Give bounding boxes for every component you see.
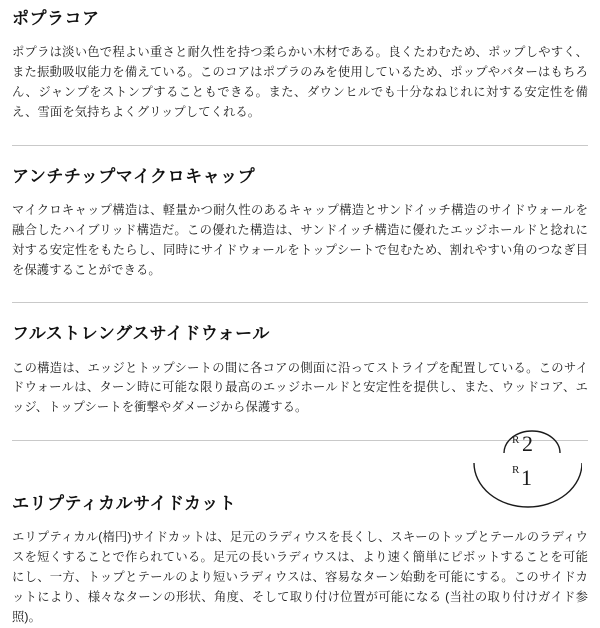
spacer bbox=[12, 123, 588, 145]
section-title: アンチチップマイクロキャップ bbox=[12, 166, 256, 186]
section-body: マイクロキャップ構造は、軽量かつ耐久性のあるキャップ構造とサンドイッチ構造のサイドウォールを融合したハイブリッド構造だ。この優れた構造は、サンドイッチ構造に優れたエッジホールドと捻れに対する安定性をもたらし、同時にサイドウォールをトップシートで包むため、割れやすい角のつなぎ目を保護することができる。 bbox=[12, 202, 588, 277]
diagram-label-r-lower: R bbox=[512, 464, 520, 477]
section-full-strength-sidewall bbox=[12, 323, 588, 418]
section-body: エリプティカル(楕円)サイドカットは、足元のラディウスを長くし、スキーのトップとテールのラディウスを短くすることで作られている。足元の長いラディウスは、より速く簡単にピボットすることを可能にし、一方、トップとテールのより短いラディウスは、容易なターン始動を可能にする。このサイドカットにより、様々なターンの形状、角度、そして取り付け位置が可能になる (当社の取り付けガイド参照)。 bbox=[12, 530, 588, 624]
section-title: フルストレングスサイドウォール bbox=[12, 324, 270, 344]
section-elliptical-sidecut bbox=[12, 431, 588, 628]
spacer bbox=[12, 280, 588, 302]
radius-diagram bbox=[442, 421, 582, 511]
section-title: ポプラコア bbox=[12, 9, 100, 28]
section-title: エリプティカルサイドカット bbox=[12, 494, 237, 514]
spacer bbox=[12, 188, 588, 201]
section-body: この構造は、エッジとトップシートの間に各コアの側面に沿ってストライプを配置している。このサイドウォールは、ターン時に可能な限り最高のエッジホールドと安定性を提供し、また、ウッドコア、エッジ、トップシートを衝撃やダメージから保護する。 bbox=[12, 360, 588, 415]
diagram-label-number-lower: 1 bbox=[521, 465, 532, 491]
spacer bbox=[12, 346, 588, 359]
spacer bbox=[12, 146, 588, 166]
diagram-label-r-upper: R bbox=[512, 434, 520, 447]
section-body: ポプラは淡い色で程よい重さと耐久性を持つ柔らかい木材である。良くたわむため、ポップしやすく、また振動吸収能力を備えている。このコアはポプラのみを使用しているため、ポップやバターはもちろん、ジャンプをストンプすることもできる。また、ダウンヒルでも十分なねじれに対する安定性を備え、雪面を気持ちよくグリップしてくれる。 bbox=[12, 45, 588, 119]
spacer bbox=[12, 303, 588, 323]
spacer bbox=[12, 515, 588, 528]
section-anti-chip-micro-cap bbox=[12, 166, 588, 281]
diagram-label-number-upper: 2 bbox=[522, 431, 533, 457]
section-popular-core bbox=[12, 0, 588, 123]
